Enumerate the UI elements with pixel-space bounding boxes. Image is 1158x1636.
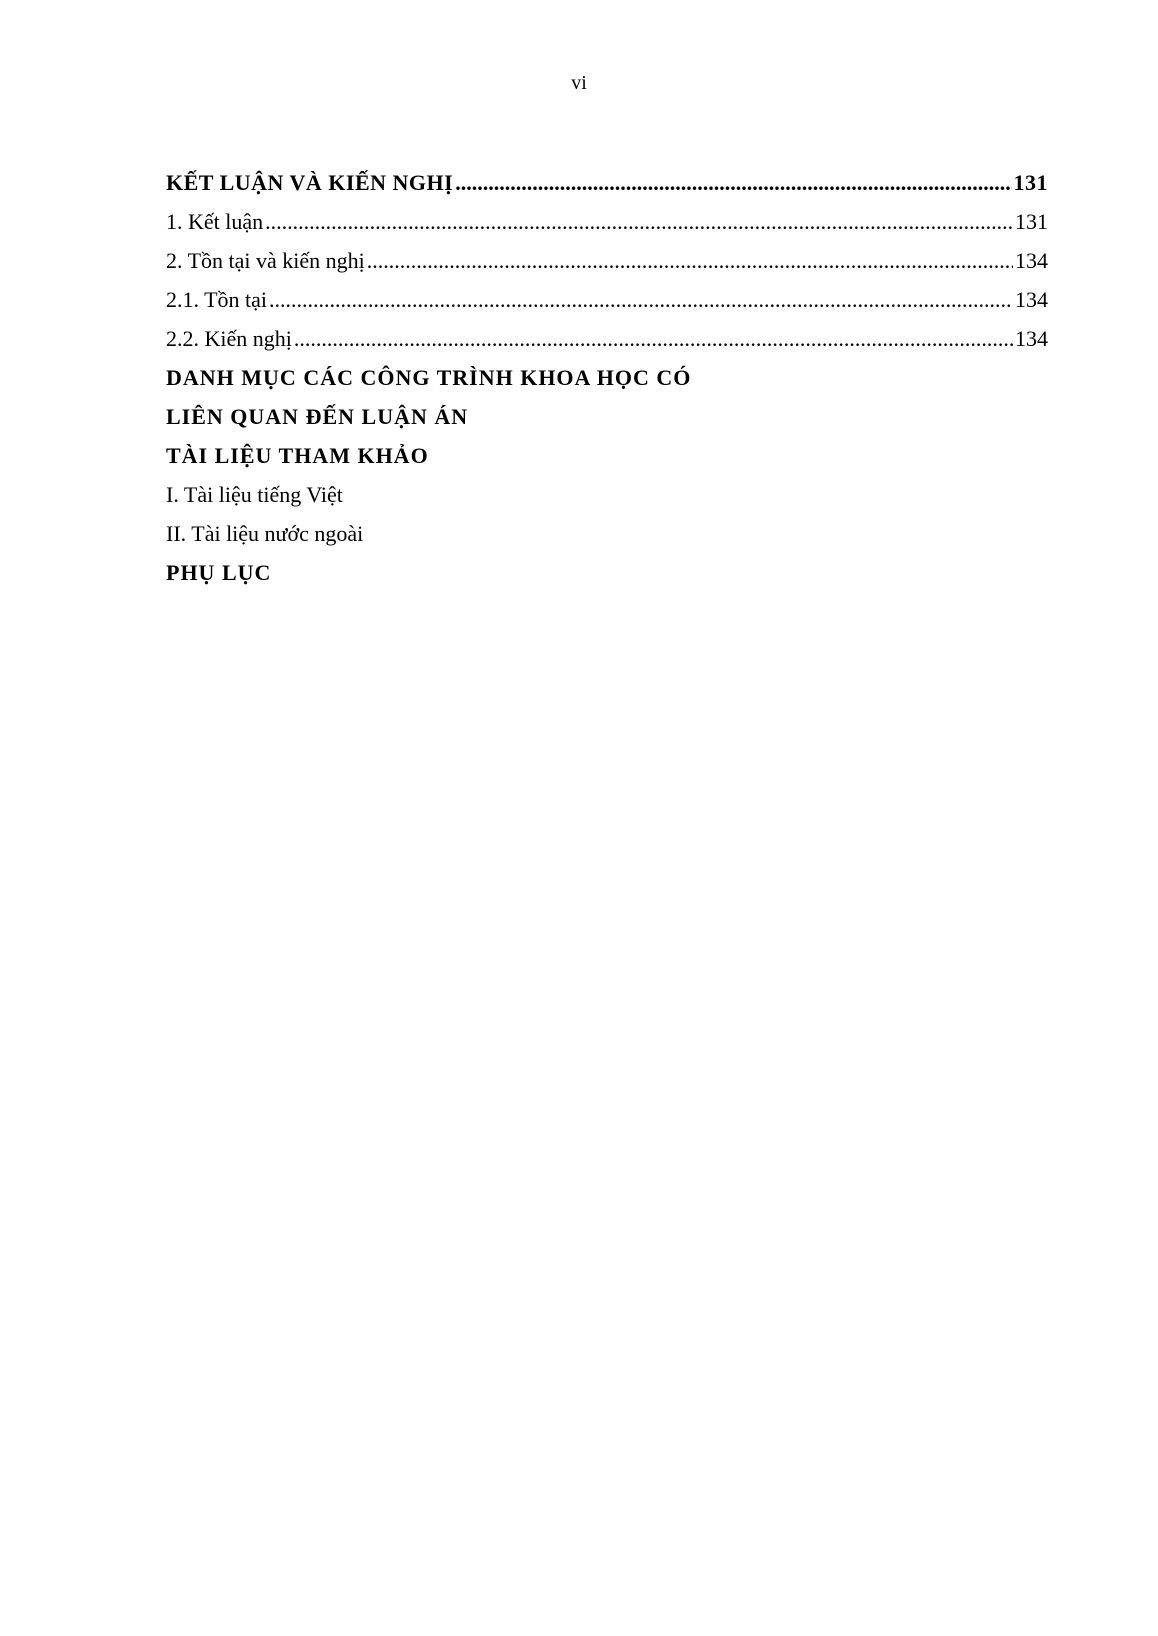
toc-subitem-label: I. Tài liệu tiếng Việt — [166, 482, 343, 507]
toc-entry-ton-tai[interactable] — [166, 287, 1048, 326]
page-number: vi — [571, 72, 587, 94]
toc-subitem-label: II. Tài liệu nước ngoài — [166, 521, 364, 546]
toc-heading-label: PHỤ LỤC — [166, 560, 272, 585]
toc-entry-ton-tai-kien-nghi[interactable] — [166, 248, 1048, 287]
toc-entry-kien-nghi[interactable] — [166, 326, 1048, 365]
toc-heading-publications[interactable] — [166, 365, 1048, 404]
toc-leader-dots — [269, 287, 1013, 313]
toc-subitem-foreign-refs[interactable] — [166, 521, 1048, 560]
toc-subitem-vietnamese-refs[interactable] — [166, 482, 1048, 521]
toc-entry-label: 2.1. Tồn tại — [166, 287, 268, 312]
toc-heading-label: TÀI LIỆU THAM KHẢO — [166, 443, 429, 468]
toc-leader-dots — [265, 209, 1013, 235]
toc-entry-conclusion[interactable] — [166, 170, 1048, 209]
toc-leader-dots — [294, 326, 1013, 352]
toc-entry-label: KẾT LUẬN VÀ KIẾN NGHỊ — [166, 170, 454, 195]
toc-heading-references[interactable] — [166, 443, 1048, 482]
toc-heading-appendix[interactable] — [166, 560, 1048, 599]
toc-entry-ket-luan[interactable] — [166, 209, 1048, 248]
toc-heading-publications-cont[interactable] — [166, 404, 1048, 443]
toc-heading-label: DANH MỤC CÁC CÔNG TRÌNH KHOA HỌC CÓ — [166, 365, 692, 390]
toc-entry-label: 2.2. Kiến nghị — [166, 326, 292, 351]
toc-entry-page: 134 — [1015, 287, 1048, 312]
toc-entry-page: 134 — [1015, 248, 1048, 273]
toc-entry-page: 131 — [1015, 209, 1048, 234]
toc-entry-page: 134 — [1015, 326, 1048, 351]
toc-leader-dots — [455, 170, 1011, 196]
toc-entry-label: 1. Kết luận — [166, 209, 264, 234]
toc-entry-page: 131 — [1013, 170, 1048, 195]
table-of-contents — [166, 170, 1048, 599]
toc-heading-label: LIÊN QUAN ĐẾN LUẬN ÁN — [166, 404, 469, 429]
toc-entry-label: 2. Tồn tại và kiến nghị — [166, 248, 365, 273]
toc-leader-dots — [367, 248, 1013, 274]
